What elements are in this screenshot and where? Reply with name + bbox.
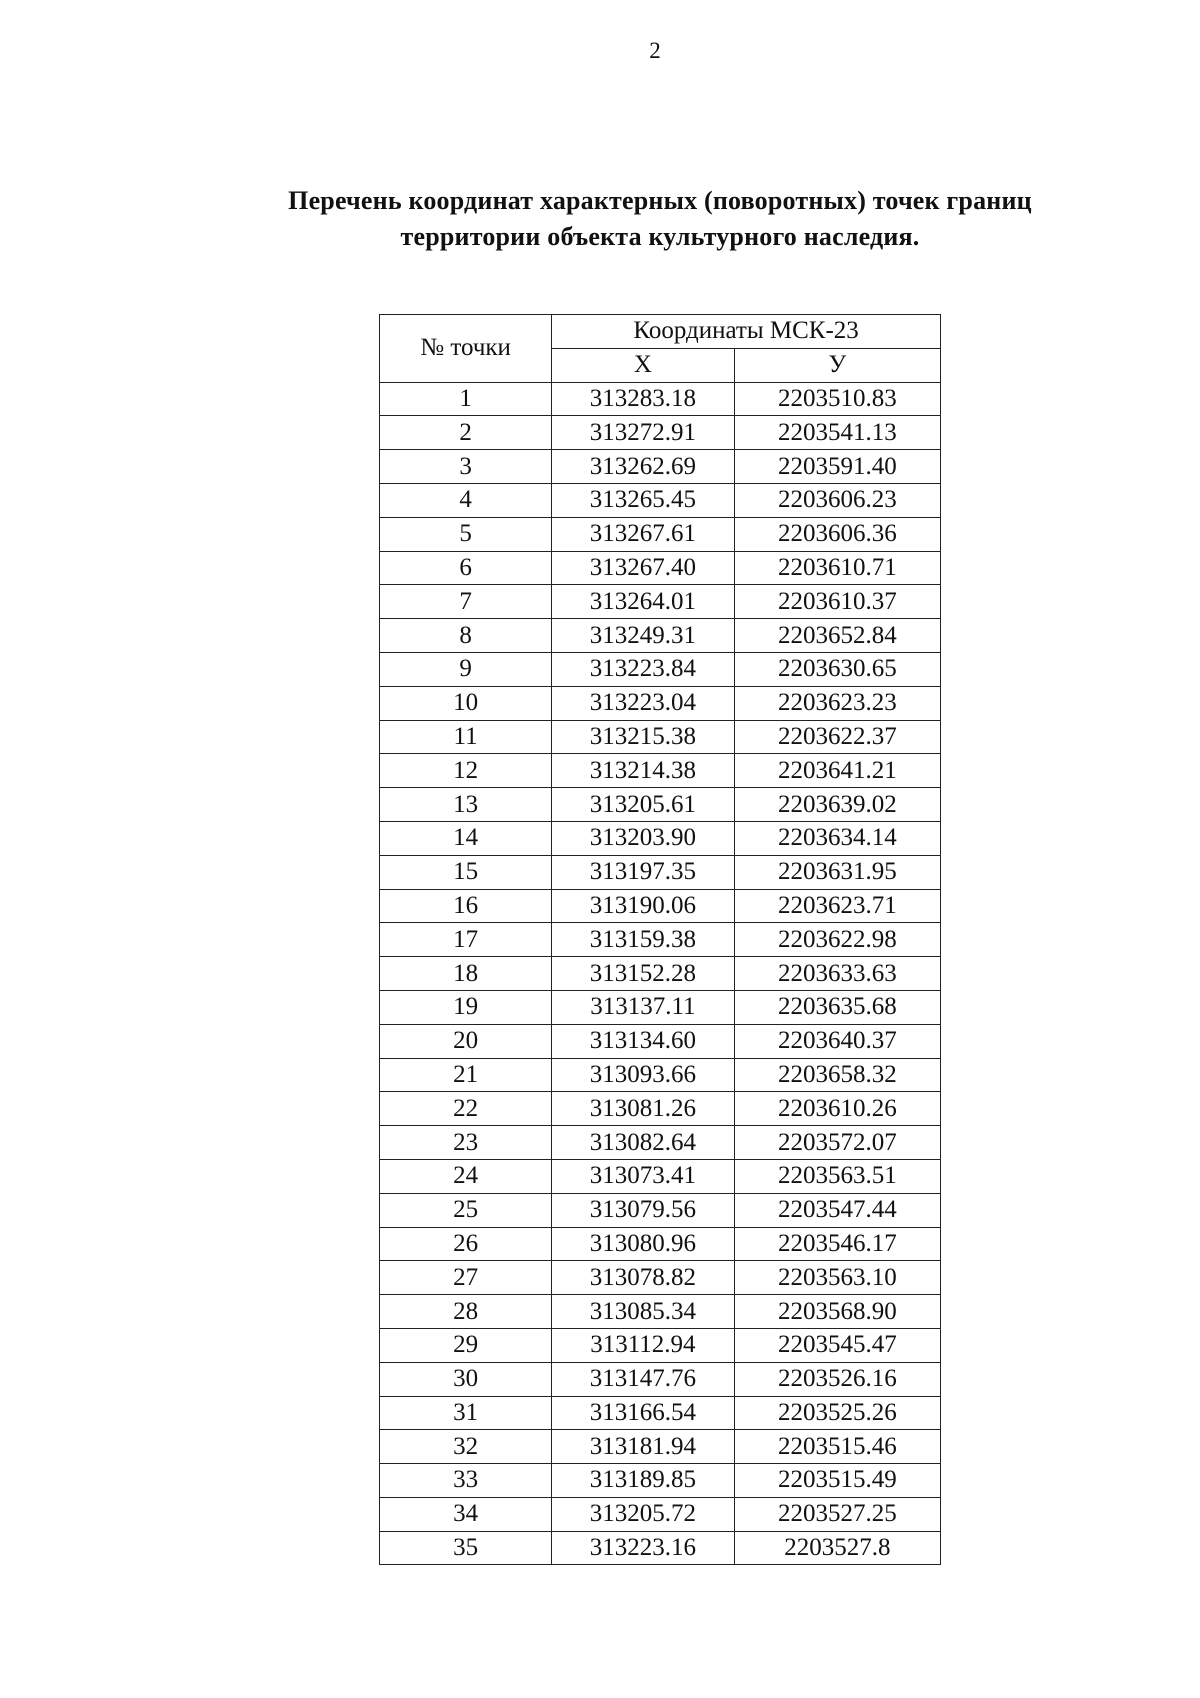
table-row — [380, 551, 941, 585]
x-coordinate-cell: 313197.35 — [552, 855, 734, 889]
point-number-cell: 2 — [380, 416, 552, 450]
x-coordinate-cell: 313223.84 — [552, 652, 734, 686]
point-number-cell: 13 — [380, 788, 552, 822]
page-number: 2 — [649, 38, 661, 63]
table-row — [380, 821, 941, 855]
y-coordinate-cell: 2203633.63 — [734, 957, 940, 991]
x-coordinate-cell: 313134.60 — [552, 1024, 734, 1058]
table-row — [380, 382, 941, 416]
x-coordinate-cell: 313272.91 — [552, 416, 734, 450]
table-row — [380, 1497, 941, 1531]
table-row — [380, 1159, 941, 1193]
y-coordinate-cell: 2203563.51 — [734, 1159, 940, 1193]
header-point-number: № точки — [380, 315, 552, 383]
table-row — [380, 1328, 941, 1362]
point-number-cell: 31 — [380, 1396, 552, 1430]
x-coordinate-cell: 313112.94 — [552, 1328, 734, 1362]
header-y: У — [734, 348, 940, 382]
table-row — [380, 652, 941, 686]
x-coordinate-cell: 313082.64 — [552, 1126, 734, 1160]
point-number-cell: 19 — [380, 990, 552, 1024]
point-number-cell: 14 — [380, 821, 552, 855]
y-coordinate-cell: 2203639.02 — [734, 788, 940, 822]
table-row — [380, 855, 941, 889]
y-coordinate-cell: 2203526.16 — [734, 1362, 940, 1396]
point-number-cell: 3 — [380, 450, 552, 484]
x-coordinate-cell: 313214.38 — [552, 754, 734, 788]
x-coordinate-cell: 313166.54 — [552, 1396, 734, 1430]
point-number-cell: 22 — [380, 1092, 552, 1126]
x-coordinate-cell: 313079.56 — [552, 1193, 734, 1227]
coordinates-table — [379, 314, 941, 1565]
x-coordinate-cell: 313223.04 — [552, 686, 734, 720]
point-number-cell: 16 — [380, 889, 552, 923]
y-coordinate-cell: 2203515.46 — [734, 1430, 940, 1464]
x-coordinate-cell: 313264.01 — [552, 585, 734, 619]
table-row — [380, 686, 941, 720]
y-coordinate-cell: 2203630.65 — [734, 652, 940, 686]
point-number-cell: 11 — [380, 720, 552, 754]
point-number-cell: 8 — [380, 619, 552, 653]
table-row — [380, 1261, 941, 1295]
point-number-cell: 26 — [380, 1227, 552, 1261]
point-number-cell: 15 — [380, 855, 552, 889]
table-row — [380, 416, 941, 450]
title-line-1: Перечень координат характерных (поворотных) точек границ — [288, 186, 1032, 215]
x-coordinate-cell: 313249.31 — [552, 619, 734, 653]
table-row — [380, 1058, 941, 1092]
y-coordinate-cell: 2203606.36 — [734, 517, 940, 551]
x-coordinate-cell: 313205.61 — [552, 788, 734, 822]
y-coordinate-cell: 2203527.25 — [734, 1497, 940, 1531]
table-row — [380, 754, 941, 788]
point-number-cell: 9 — [380, 652, 552, 686]
y-coordinate-cell: 2203606.23 — [734, 483, 940, 517]
point-number-cell: 24 — [380, 1159, 552, 1193]
point-number-cell: 5 — [380, 517, 552, 551]
x-coordinate-cell: 313085.34 — [552, 1295, 734, 1329]
x-coordinate-cell: 313159.38 — [552, 923, 734, 957]
point-number-cell: 35 — [380, 1531, 552, 1565]
table-row — [380, 990, 941, 1024]
x-coordinate-cell: 313080.96 — [552, 1227, 734, 1261]
y-coordinate-cell: 2203610.37 — [734, 585, 940, 619]
y-coordinate-cell: 2203640.37 — [734, 1024, 940, 1058]
y-coordinate-cell: 2203545.47 — [734, 1328, 940, 1362]
table-row — [380, 450, 941, 484]
table-row — [380, 889, 941, 923]
table-row — [380, 957, 941, 991]
point-number-cell: 21 — [380, 1058, 552, 1092]
y-coordinate-cell: 2203652.84 — [734, 619, 940, 653]
point-number-cell: 4 — [380, 483, 552, 517]
y-coordinate-cell: 2203622.37 — [734, 720, 940, 754]
y-coordinate-cell: 2203572.07 — [734, 1126, 940, 1160]
x-coordinate-cell: 313152.28 — [552, 957, 734, 991]
table-body — [380, 382, 941, 1565]
x-coordinate-cell: 313137.11 — [552, 990, 734, 1024]
y-coordinate-cell: 2203515.49 — [734, 1464, 940, 1498]
table-row — [380, 1024, 941, 1058]
point-number-cell: 12 — [380, 754, 552, 788]
point-number-cell: 34 — [380, 1497, 552, 1531]
point-number-cell: 20 — [380, 1024, 552, 1058]
table-row — [380, 585, 941, 619]
point-number-cell: 25 — [380, 1193, 552, 1227]
table-row — [380, 1362, 941, 1396]
header-x: X — [552, 348, 734, 382]
y-coordinate-cell: 2203623.71 — [734, 889, 940, 923]
y-coordinate-cell: 2203610.26 — [734, 1092, 940, 1126]
y-coordinate-cell: 2203527.8 — [734, 1531, 940, 1565]
point-number-cell: 10 — [380, 686, 552, 720]
y-coordinate-cell: 2203547.44 — [734, 1193, 940, 1227]
y-coordinate-cell: 2203635.68 — [734, 990, 940, 1024]
x-coordinate-cell: 313283.18 — [552, 382, 734, 416]
table-row — [380, 483, 941, 517]
x-coordinate-cell: 313181.94 — [552, 1430, 734, 1464]
table-row — [380, 1531, 941, 1565]
x-coordinate-cell: 313190.06 — [552, 889, 734, 923]
point-number-cell: 27 — [380, 1261, 552, 1295]
table-row — [380, 1193, 941, 1227]
x-coordinate-cell: 313073.41 — [552, 1159, 734, 1193]
x-coordinate-cell: 313223.16 — [552, 1531, 734, 1565]
point-number-cell: 23 — [380, 1126, 552, 1160]
y-coordinate-cell: 2203623.23 — [734, 686, 940, 720]
x-coordinate-cell: 313189.85 — [552, 1464, 734, 1498]
table-row — [380, 1464, 941, 1498]
y-coordinate-cell: 2203546.17 — [734, 1227, 940, 1261]
x-coordinate-cell: 313265.45 — [552, 483, 734, 517]
table-row — [380, 788, 941, 822]
y-coordinate-cell: 2203634.14 — [734, 821, 940, 855]
point-number-cell: 18 — [380, 957, 552, 991]
x-coordinate-cell: 313081.26 — [552, 1092, 734, 1126]
point-number-cell: 32 — [380, 1430, 552, 1464]
x-coordinate-cell: 313267.61 — [552, 517, 734, 551]
point-number-cell: 33 — [380, 1464, 552, 1498]
y-coordinate-cell: 2203541.13 — [734, 416, 940, 450]
x-coordinate-cell: 313215.38 — [552, 720, 734, 754]
y-coordinate-cell: 2203610.71 — [734, 551, 940, 585]
point-number-cell: 6 — [380, 551, 552, 585]
document-title — [240, 183, 1080, 255]
x-coordinate-cell: 313147.76 — [552, 1362, 734, 1396]
table-row — [380, 1295, 941, 1329]
x-coordinate-cell: 313262.69 — [552, 450, 734, 484]
y-coordinate-cell: 2203641.21 — [734, 754, 940, 788]
point-number-cell: 7 — [380, 585, 552, 619]
y-coordinate-cell: 2203510.83 — [734, 382, 940, 416]
table-row — [380, 1227, 941, 1261]
header-coordinates: Координаты МСК-23 — [552, 315, 941, 349]
x-coordinate-cell: 313205.72 — [552, 1497, 734, 1531]
table-row — [380, 1092, 941, 1126]
table-row — [380, 720, 941, 754]
x-coordinate-cell: 313093.66 — [552, 1058, 734, 1092]
table-row — [380, 619, 941, 653]
title-line-2: территории объекта культурного наследия. — [400, 222, 920, 251]
table-row — [380, 923, 941, 957]
point-number-cell: 1 — [380, 382, 552, 416]
point-number-cell: 29 — [380, 1328, 552, 1362]
x-coordinate-cell: 313078.82 — [552, 1261, 734, 1295]
y-coordinate-cell: 2203658.32 — [734, 1058, 940, 1092]
x-coordinate-cell: 313203.90 — [552, 821, 734, 855]
y-coordinate-cell: 2203622.98 — [734, 923, 940, 957]
table-row — [380, 1430, 941, 1464]
point-number-cell: 17 — [380, 923, 552, 957]
y-coordinate-cell: 2203563.10 — [734, 1261, 940, 1295]
table-row — [380, 517, 941, 551]
point-number-cell: 28 — [380, 1295, 552, 1329]
y-coordinate-cell: 2203568.90 — [734, 1295, 940, 1329]
x-coordinate-cell: 313267.40 — [552, 551, 734, 585]
y-coordinate-cell: 2203525.26 — [734, 1396, 940, 1430]
table-row — [380, 1396, 941, 1430]
y-coordinate-cell: 2203631.95 — [734, 855, 940, 889]
point-number-cell: 30 — [380, 1362, 552, 1396]
y-coordinate-cell: 2203591.40 — [734, 450, 940, 484]
table-row — [380, 1126, 941, 1160]
